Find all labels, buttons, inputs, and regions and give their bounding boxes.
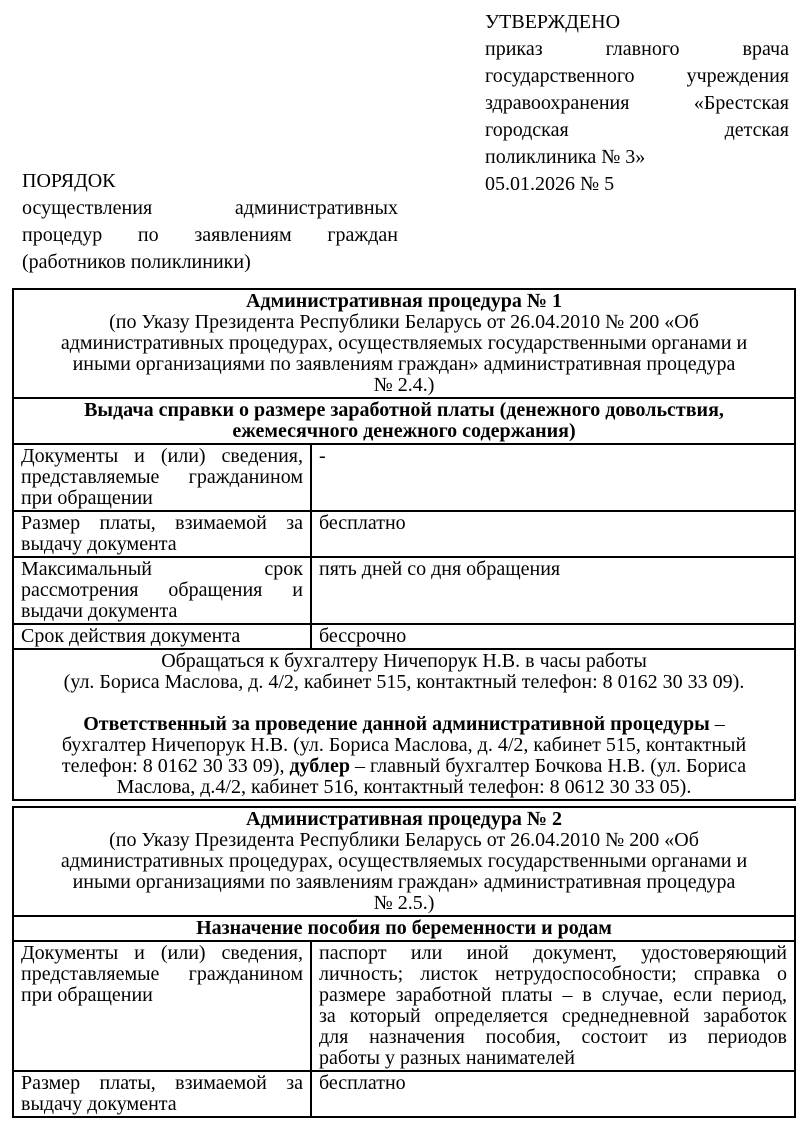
order-title-line: (работников поликлиники) xyxy=(22,251,251,273)
procedure-name-cell: Назначение пособия по беременности и родам xyxy=(13,916,795,941)
approval-date-line: 05.01.2026 № 5 xyxy=(485,173,615,195)
row-label-line: Максимальный срок xyxy=(21,558,303,580)
row-label-line: представляемые гражданином xyxy=(21,466,303,488)
approval-line: здравоохранения «Брестская xyxy=(485,92,789,114)
approval-line: поликлиника № 3» xyxy=(485,146,646,168)
row-value-cell: бессрочно xyxy=(311,624,795,649)
row-label-cell xyxy=(13,511,311,557)
responsible-dash: – xyxy=(709,713,725,735)
row-label-line: выдачи документа xyxy=(21,600,178,622)
row-label-line: при обращении xyxy=(21,487,153,509)
table-row xyxy=(13,807,795,916)
responsible-line: бухгалтер Ничепорук Н.В. (ул. Бориса Маслова, д. 4/2, кабинет 515, контактный xyxy=(61,734,747,756)
row-value-cell: пять дней со дня обращения xyxy=(311,557,795,624)
procedure-subtitle-line: иными организациями по заявлениям граждан» административная процедура xyxy=(72,353,736,375)
procedure-subtitle-line: № 2.5.) xyxy=(373,892,435,914)
row-label-line: при обращении xyxy=(21,984,153,1006)
approval-line: государственного учреждения xyxy=(485,65,789,87)
table-row xyxy=(13,444,795,511)
contact-line: (ул. Бориса Маслова, д. 4/2, кабинет 515, контактный телефон: 8 0162 30 33 09). xyxy=(63,671,745,693)
row-value-line: личность; листок нетрудоспособности; справка о xyxy=(319,963,787,985)
procedure-header-cell xyxy=(13,807,795,916)
row-label-line: рассмотрения обращения и xyxy=(21,579,303,601)
responsible-line: Маслова, д.4/2, кабинет 516, контактный телефон: 8 0612 30 33 05). xyxy=(116,776,692,798)
row-label-cell xyxy=(13,1071,311,1117)
procedure-subtitle-line: административных процедурах, осуществляемых государственными органами и xyxy=(60,850,748,872)
approval-block xyxy=(485,9,789,198)
table-row xyxy=(13,289,795,398)
row-value-line: размере заработной платы – в случае, если период, xyxy=(319,984,787,1006)
table-row xyxy=(13,557,795,624)
procedure-name-cell xyxy=(13,398,795,444)
table-row xyxy=(13,511,795,557)
order-title-line: осуществления административных xyxy=(22,197,398,219)
order-title-line: процедур по заявлениям граждан xyxy=(22,224,398,246)
row-value-line: за который определяется среднедневной заработок xyxy=(319,1005,787,1027)
row-label-line: выдачу документа xyxy=(21,533,177,555)
row-value-line: для назначения пособия, состоит из периодов xyxy=(319,1026,787,1048)
procedure-title: Административная процедура № 1 xyxy=(246,290,562,312)
row-value-cell: бесплатно xyxy=(311,511,795,557)
row-value-cell xyxy=(311,941,795,1071)
responsible-text: телефон: 8 0162 30 33 09), xyxy=(61,755,290,777)
row-label-line: выдачу документа xyxy=(21,1093,177,1115)
procedure-subtitle-line: № 2.4.) xyxy=(373,374,435,396)
contact-cell xyxy=(13,649,795,800)
responsible-text: – главный бухгалтер Бочкова Н.В. (ул. Бориса xyxy=(350,755,747,777)
row-label-line: Размер платы, взимаемой за xyxy=(21,1072,303,1094)
procedure-title: Административная процедура № 2 xyxy=(246,808,562,830)
procedure-subtitle-line: иными организациями по заявлениям граждан» административная процедура xyxy=(72,871,736,893)
approval-line: городская детская xyxy=(485,119,789,141)
blank-line xyxy=(21,693,787,714)
approval-line: приказ главного врача xyxy=(485,38,789,60)
dubler-label: дублер xyxy=(289,755,351,777)
procedure-subtitle-line: (по Указу Президента Республики Беларусь от 26.04.2010 № 200 «Об xyxy=(109,311,699,333)
table-row xyxy=(13,941,795,1071)
procedure-name-line: ежемесячного денежного содержания) xyxy=(232,420,576,442)
approval-line: УТВЕРЖДЕНО xyxy=(485,11,621,33)
contact-line: Обращаться к бухгалтеру Ничепорук Н.В. в часы работы xyxy=(161,650,647,672)
row-value-line: паспорт или иной документ, удостоверяющий xyxy=(319,942,787,964)
procedure-name-line: Выдача справки о размере заработной платы (денежного довольствия, xyxy=(84,399,724,421)
order-title-block xyxy=(22,168,398,276)
responsible-label: Ответственный за проведение данной административной процедуры xyxy=(83,713,710,735)
procedure-header-cell xyxy=(13,289,795,398)
table-row xyxy=(13,916,795,941)
row-label-line: Документы и (или) сведения, xyxy=(21,445,303,467)
procedure-1-table xyxy=(12,288,796,801)
row-label-cell xyxy=(13,444,311,511)
row-label-line: Документы и (или) сведения, xyxy=(21,942,303,964)
table-row xyxy=(13,1071,795,1117)
procedure-2-table xyxy=(12,806,796,1118)
table-row xyxy=(13,624,795,649)
row-value-line: работы у разных нанимателей xyxy=(319,1047,575,1069)
row-value-cell: бесплатно xyxy=(311,1071,795,1117)
row-label-cell xyxy=(13,624,311,649)
row-value-cell: - xyxy=(311,444,795,511)
procedure-subtitle-line: (по Указу Президента Республики Беларусь от 26.04.2010 № 200 «Об xyxy=(109,829,699,851)
row-label-line: Размер платы, взимаемой за xyxy=(21,512,303,534)
row-label-line: Срок действия документа xyxy=(21,625,241,647)
order-title-line: ПОРЯДОК xyxy=(22,170,116,192)
row-label-cell xyxy=(13,941,311,1071)
table-row xyxy=(13,398,795,444)
procedure-subtitle-line: административных процедурах, осуществляемых государственными органами и xyxy=(60,332,748,354)
responsible-line xyxy=(21,756,787,777)
row-label-cell xyxy=(13,557,311,624)
table-row xyxy=(13,649,795,800)
responsible-line xyxy=(21,714,787,735)
row-label-line: представляемые гражданином xyxy=(21,963,303,985)
